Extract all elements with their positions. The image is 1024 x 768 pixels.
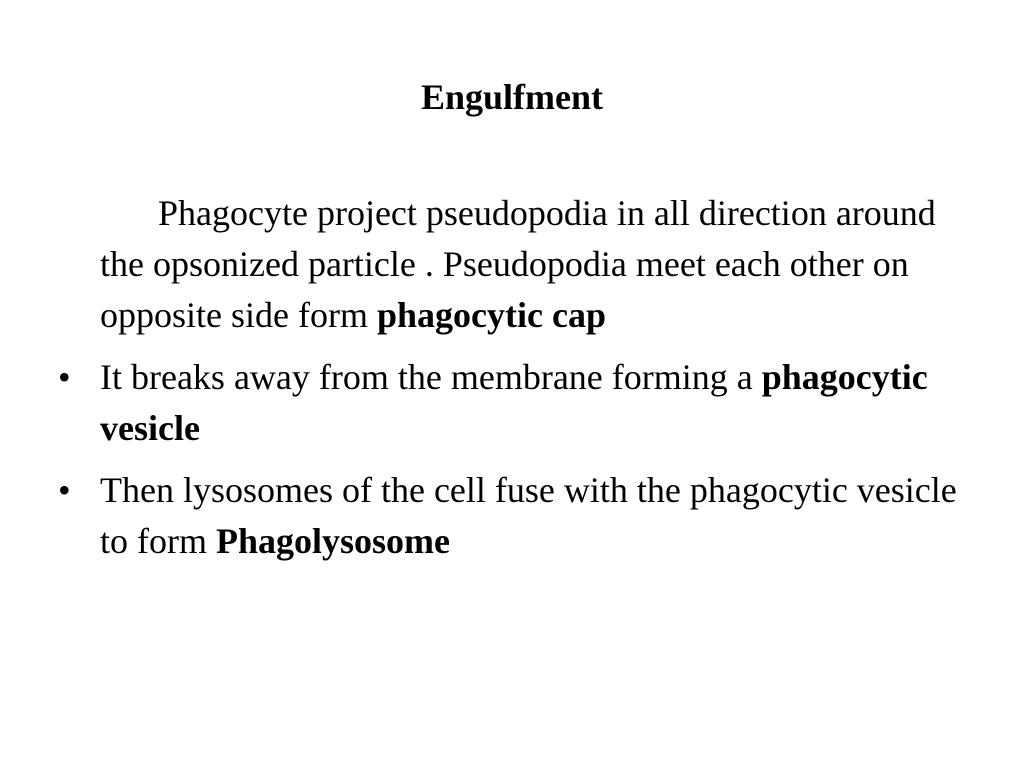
bullet-item [58, 465, 978, 567]
bullet-bold: Phagolysosome [215, 521, 450, 561]
intro-paragraph [58, 188, 978, 341]
slide-body [58, 188, 978, 567]
bullet-marker: • [58, 470, 71, 510]
bullet-marker: • [58, 357, 71, 397]
intro-paragraph-bold: phagocytic cap [376, 295, 606, 335]
bullet-bold: phagocytic vesicle [100, 357, 928, 448]
slide-title: Engulfment [420, 77, 604, 117]
bullet-text: Then lysosomes of the cell fuse with the phagocytic vesicle to form [100, 470, 957, 561]
bullet-item [58, 352, 978, 454]
bullet-text: It breaks away from the membrane forming a [100, 357, 762, 397]
intro-paragraph-text: Phagocyte project pseudopodia in all direction around the opsonized particle . Pseudopodia meet each other on opposite side form [100, 193, 936, 335]
